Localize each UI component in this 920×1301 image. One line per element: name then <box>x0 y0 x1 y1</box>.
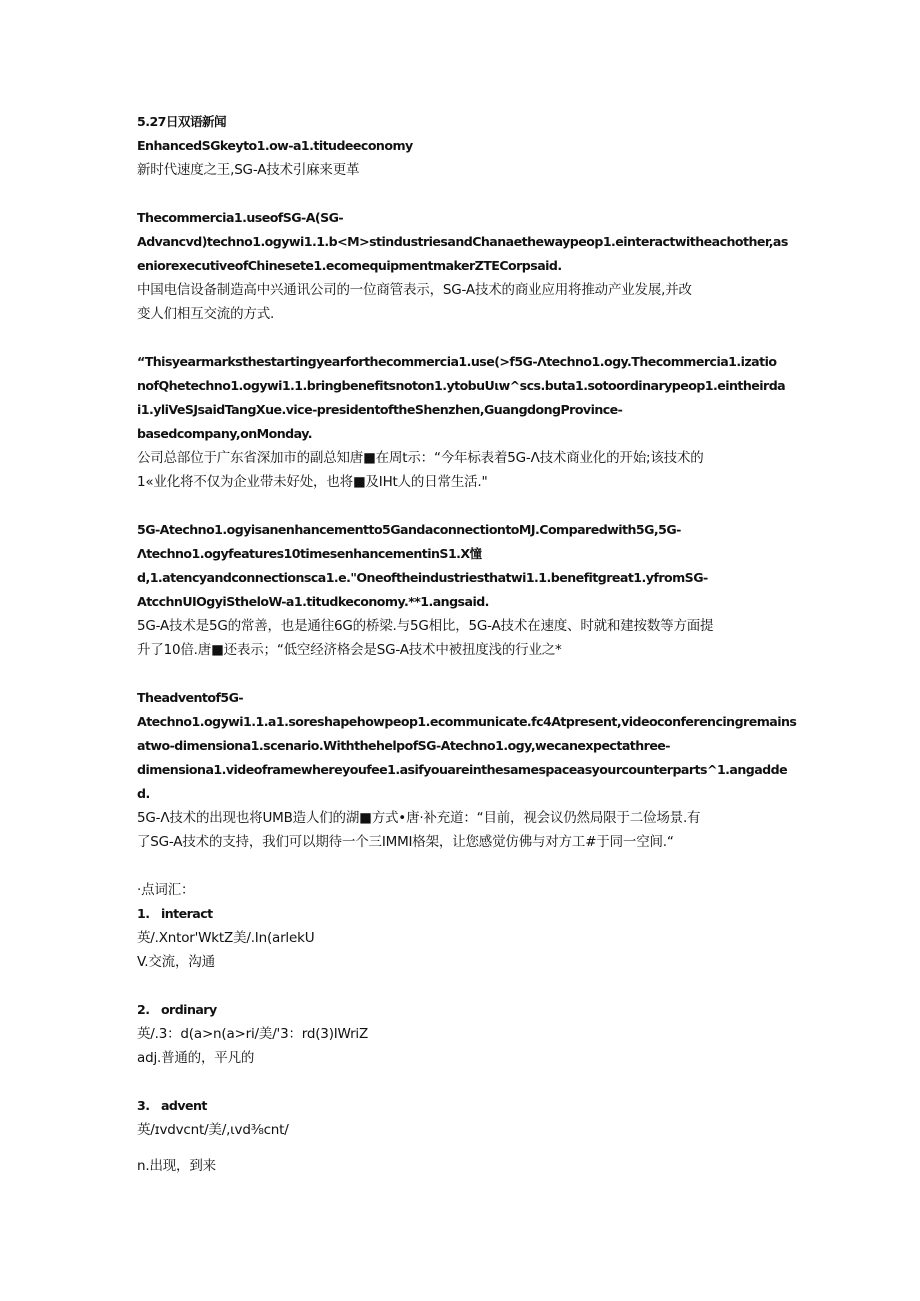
vocab-phonetic: 英/.3：d(a>n(a>ri/美/'3：rd(3)IWriZ <box>137 1026 369 1042</box>
headline-zh: 新时代速度之王,SG-A技术引麻来更革 <box>137 162 360 178</box>
vocab-meaning: V.交流，沟通 <box>137 954 215 970</box>
paragraph-zh-line: 5G-Λ技术的出现也将UMB造人们的湖■方式•唐·补充道：“目前，视会议仍然局限于二俭场景.有 <box>137 810 701 826</box>
vocab-section <box>137 878 793 1178</box>
vocab-meaning: n.出现，到来 <box>137 1158 216 1174</box>
vocab-term: 3. advent <box>137 1098 207 1113</box>
vocab-phonetic: 英/ɪvdvcnt/美/,ιvd⅜cnt/ <box>137 1122 289 1138</box>
paragraph-2 <box>137 350 793 494</box>
paragraph-zh-line: 升了10倍.唐■还表示；“低空经济格会是SG-A技术中被扭度浅的行业之* <box>137 642 562 658</box>
headline-en: EnhancedSGkeyto1.ow-a1.titudeeconomy <box>137 138 413 153</box>
vocab-meaning: adj.普通的，平凡的 <box>137 1050 255 1066</box>
paragraph-zh-line: 公司总部位于广东省深加市的副总知唐■在周t示：“今年标表着5G-Λ技术商业化的开始;该技术的 <box>137 450 704 466</box>
vocab-term: 1. interact <box>137 906 213 921</box>
vocab-item <box>137 1094 793 1178</box>
paragraph-en-line: Advancvd)techno1.ogywi1.1.b<M>stindustriesandChanaethewaypeop1.einteractwitheachother,as <box>137 234 788 249</box>
paragraph-en-line: basedcompany,onMonday. <box>137 426 312 441</box>
paragraph-en-line: nofQhetechno1.ogywi1.1.bringbenefitsnoton1.ytobuUιw^scs.buta1.sotoordinarypeop1.eintheirda <box>137 378 786 393</box>
paragraph-en-line: Thecommercia1.useofSG-A(SG- <box>137 210 344 225</box>
paragraph-1 <box>137 206 793 326</box>
paragraph-en-line: d. <box>137 786 150 801</box>
paragraph-en-line: 5G-Atechno1.ogyisanenhancementto5GandaconnectiontoMJ.Comparedwith5G,5G- <box>137 522 681 537</box>
paragraph-4 <box>137 686 797 854</box>
vocab-term: 2. ordinary <box>137 1002 217 1017</box>
document-page <box>137 110 797 1178</box>
vocab-phonetic: 英/.Xntor'WktZ美/.In(arlekU <box>137 930 315 946</box>
paragraph-en-line: AtcchnUIOgyiSthelоW-a1.titudkeconomy.**1.angsaid. <box>137 594 489 609</box>
paragraph-zh-line: 1«业化将不仅为企业带未好处，也将■及IHt人的日常生活." <box>137 474 488 490</box>
paragraph-en-line: dimensiona1.videoframewhereyoufee1.asifyouareinthesamespaceasyourcounterparts^1.angadde <box>137 762 788 777</box>
vocab-item <box>137 998 793 1070</box>
paragraph-zh-line: 中国电信设备制造高中兴通讯公司的一位商管表示，SG-A技术的商业应用将推动产业发展,并改 <box>137 282 692 298</box>
paragraph-zh-line: 了SG-A技术的支持，我们可以期待一个三IMMI格架，让您感觉仿佛与对方工#于同一空间.“ <box>137 834 674 850</box>
paragraph-en-line: d,1.atencyandconnectionsca1.e."Oneoftheindustriesthatwi1.1.benefitgreat1.yfromSG- <box>137 570 708 585</box>
paragraph-en-line: i1.yliVeSJsaidTangXue.vice-presidentoftheShenzhen,GuangdongProvince- <box>137 402 623 417</box>
vocab-heading: ·点词汇： <box>137 882 195 898</box>
paragraph-en-line: Λtechno1.ogyfeatures10timesenhancementinS1.X憧 <box>137 546 482 561</box>
paragraph-en-line: Theadventof5G- <box>137 690 244 705</box>
paragraph-en-line: “Thisyearmarksthestartingyearforthecommercia1.use(>f5G-Λtechno1.ogy.Thecommercia1.izatio <box>137 354 777 369</box>
vocab-item <box>137 902 793 974</box>
paragraph-en-line: atwo-dimensiona1.scenario.WiththehelpofSG-Atechno1.ogy,wecanexpectathree- <box>137 738 670 753</box>
paragraph-zh-line: 变人们相互交流的方式. <box>137 306 275 322</box>
date-title: 5.27日双语新闻 <box>137 114 227 129</box>
paragraph-zh-line: 5G-A技术是5G的常善，也是通往6G的桥梁.与5G相比，5G-A技术在速度、时就和建按数等方面提 <box>137 618 714 634</box>
paragraph-3 <box>137 518 793 662</box>
paragraph-en-line: Atechno1.ogywi1.1.a1.soreshapehowpeop1.ecommunicate.fc4Atpresent,videoconferencingremains <box>137 714 797 729</box>
paragraph-en-line: eniorexecutiveofChinesete1.ecomequipmentmakerZTECorpsaid. <box>137 258 562 273</box>
